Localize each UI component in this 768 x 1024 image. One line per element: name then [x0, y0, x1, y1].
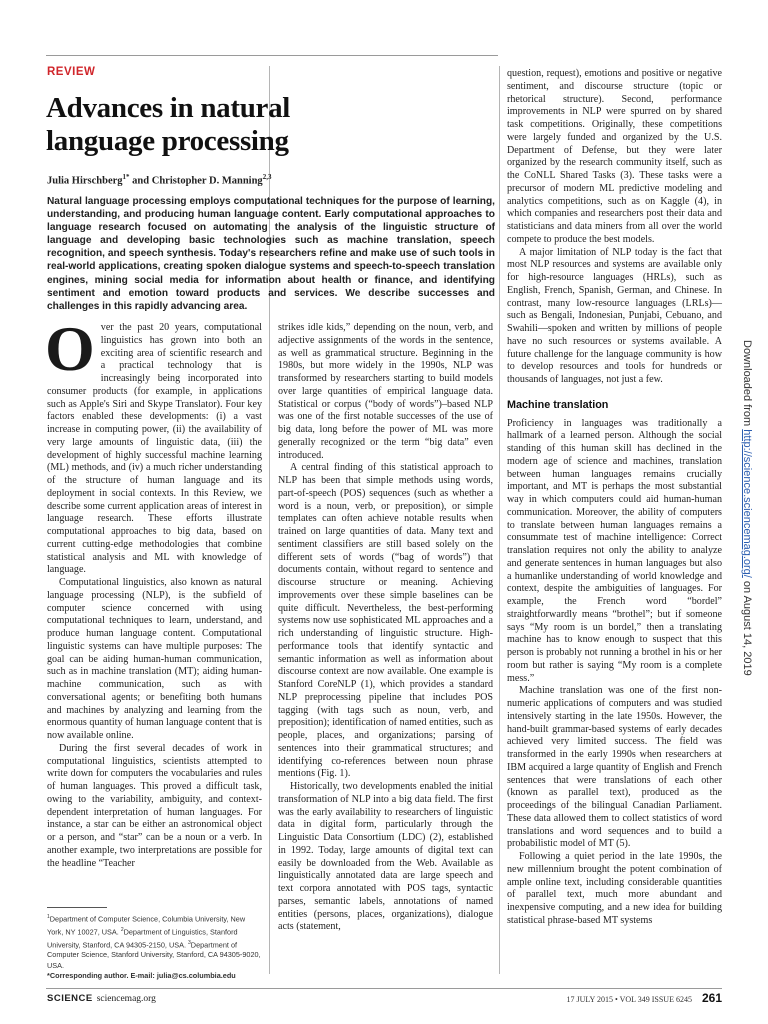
author-affiliation-marker: 2,3 [262, 173, 272, 181]
body-paragraph: Historically, two developments enabled the initial transformation of NLP into a big data field. The first was the early availability to researchers of linguistic data in digital form, particularly through the Linguistic Data Consortium (LDC) (2), established in 1992. Today, large amounts of digital text can easily be downloaded from the Web. Available as linguistically annotated data are large speech and text corpora annotated with POS tags, syntactic parses, semantic labels, annotations of named entities (persons, places, organizations), dialogue acts (statement, [278, 781, 493, 933]
download-notice-text [741, 340, 753, 676]
footnote-marker: 3 [188, 939, 191, 946]
page-number: 261 [701, 991, 722, 1005]
body-column-2 [278, 322, 493, 934]
body-paragraph: Proficiency in languages was traditionally a hallmark of a learned person. Although the social standing of this human skill has declined in the modern age of science and machines, translation between human languages remains crucially important, and MT is perhaps the most substantial way in which computers could aid human-human communication. Moreover, the ability of computers to translate between human languages remains a consummate test of machine intelligence: Correct translation requires not only the ability to analyze and generate sentences in human languages but also a humanlike understanding of world knowledge and context, despite the ambiguities of languages. For example, the French word “bordel” straightforwardly means “brothel”; but if someone says “My room is un bordel,” then a translating machine has to know enough to suspect that this person is probably not running a brothel in his or her room but rather is saying “My room is a complete mess.” [507, 417, 722, 684]
body-paragraph: Machine translation was one of the first non-numeric applications of computers and was studied intensively starting in the late 1950s. However, the hand-built grammar-based systems of early decades achieved very limited success. The field was transformed in the early 1990s when researchers at IBM acquired a large quantity of English and French sentences that were translations of each other (known as parallel text), produced as the proceedings of the bilingual Canadian Parliament. These data allowed them to collect statistics of word translations and word sequences and to build a probabilistic model of MT (5). [507, 685, 722, 850]
footnote-marker: 1 [47, 914, 50, 920]
author-conjunction: and [129, 175, 152, 187]
body-paragraph: question, request), emotions and positive or negative sentiment, and discourse structure (topic or rhetorical structure). Second, performance improvements in NLP were spurred on by shared task competitions. Originally, these competitions were largely funded and organized by the U.S. Department of Defense, but they were later organized by the research community itself, such as the CoNLL Shared Tasks (3). These tasks were a precursor of modern ML predictive modeling and analytics competitions, such as on Kaggle (4), in which companies and researchers post their data and statisticians and data miners from all over the world compete to produce the best models. [507, 68, 722, 245]
footnote-rule [47, 907, 107, 908]
article-title: Advances in natural language processing [46, 92, 291, 157]
body-column-1 [45, 313, 262, 870]
intro-paragraph [45, 313, 262, 577]
abstract: Natural language processing employs computational techniques for the purpose of learning, understanding, and producing human language content. Early computational approaches to language research focused on automating the analysis of the linguistic structure of language and developing basic technologies such as machine translation, speech recognition, and speech synthesis. Today's researchers refine and make use of such tools in real-world applications, creating spoken dialogue systems and speech-to-speech translation engines, mining social media for information about health or finance, and identifying sentiment and emotion toward products and services. We describe successes and challenges in this rapidly advancing area. [47, 196, 495, 312]
body-paragraph: During the first several decades of work in computational linguistics, scientists attempted to write down for computers the vocabularies and rules of human languages. This proved a difficult task, owing to the variability, ambiguity, and context-dependent interpretation of human languages. For instance, a star can be either an astronomical object or a person, and “star” can be a noun or a verb. In another example, two interpretations are possible for the headline “Teacher [47, 742, 262, 869]
download-notice [741, 340, 753, 680]
section-heading: Machine translation [507, 398, 609, 411]
affiliations-footnote [47, 912, 263, 982]
body-paragraph: A central finding of this statistical approach to NLP has been that simple methods using words, part-of-speech (POS) sequences (such as whether a word is a noun, verb, or preposition), or simple templates can often achieve notable results when trained on large quantities of data. Many text and sentiment classifiers are still based solely on the different sets of words (“bag of words”) that documents contain, without regard to sentence and discourse structure or meaning. Achieving improvements over these simple baselines can be quite difficult. Nevertheless, the best-performing systems now use sophisticated ML approaches and a rich understanding of linguistic structure. High-performance tools that identify syntactic and semantic information as well as information about discourse context are now available. One example is Stanford CoreNLP (1), which provides a standard NLP preprocessing pipeline that includes POS tagging (with tags such as noun, verb, and preposition); identification of named entities, such as people, places, and organizations; parsing of sentences into their grammatical structures; and identifying co-references between noun phrase mentions (Fig. 1). [278, 462, 493, 780]
affiliation-text: Department of Linguistics, Stanford University, Stanford, CA 94305-2150, USA. [47, 927, 238, 950]
affiliation-text: Department of Computer Science, Columbia University, New York, NY 10027, USA. [47, 914, 246, 937]
footnote-marker: 2 [120, 926, 124, 933]
column-separator [499, 66, 500, 974]
corresponding-author: *Corresponding author. E-mail: julia@cs.columbia.edu [47, 971, 236, 981]
body-paragraph: A major limitation of NLP today is the fact that most NLP resources and systems are available only for high-resource languages (HRLs), such as English, French, Spanish, German, and Chinese. In contrast, many low-resource languages (LRLs)—such as Bengali, Indonesian, Punjabi, Cebuano, and Swahili—spoken and written by millions of people have no such resources or systems available. A future challenge for the language community is how to develop resources and tools for hundreds or thousands of languages, not just a few. [507, 246, 722, 385]
journal-name: SCIENCE [47, 993, 93, 1004]
paragraph-text: ver the past 20 years, computational linguistics has grown into both an exciting area of scientific research and a practical technology that is increasingly being incorporated into consumer products (for example, in applications such as Apple's Siri and Skype Translator). Four key factors enabled these developments: (i) a vast increase in computing power, (ii) the availability of very large amounts of linguistic data, (iii) the development of highly successful machine learning (ML) methods, and (iv) a much richer understanding of the structure of human language and its deployment in social contexts. In this Review, we describe some current application areas of interest in language research. These efforts illustrate computational approaches to big data, based on current cutting-edge methodologies that combine statistical analysis and ML with knowledge of language. [47, 322, 262, 576]
issue-date: 17 JULY 2015 • VOL 349 ISSUE 6245 [566, 995, 692, 1004]
journal-website: sciencemag.org [96, 994, 156, 1004]
drop-cap: O [45, 313, 95, 384]
body-column-3 [507, 68, 722, 928]
download-notice-date: on August 14, 2019 [741, 577, 753, 676]
journal-footer [47, 993, 156, 1004]
author-name: Christopher D. Manning [151, 175, 263, 187]
body-paragraph: strikes idle kids,” depending on the noun, verb, and adjective assignments of the words in the sentence, as well as grammatical structure. Beginning in the 1980s, but more widely in the 1990s, NLP was transformed by researchers starting to build models over large quantities of empirical language data. Statistical or corpus (“body of words”)–based NLP was one of the first notable successes of the use of big data, long before the power of ML was more generally recognized or the term “big data” even introduced. [278, 322, 493, 461]
footer-rule [46, 988, 722, 989]
body-paragraph: Following a quiet period in the late 1990s, the new millennium brought the potent combination of ample online text, including considerable quantities of parallel text, much more abundant and inexpensive computing, and a new idea for building statistical phrase-based MT systems [507, 851, 722, 926]
body-paragraph: Computational linguistics, also known as natural language processing (NLP), is the subfield of computer science concerned with using computational techniques to learn, understand, and produce human language content. Computational linguistic systems can have multiple purposes: The goal can be aiding human-human communication, such as in machine translation (MT); aiding human-machine communication, such as with conversational agents; or benefiting both humans and machines by analyzing and learning from the enormous quantity of human language content that is now available online. [47, 577, 262, 741]
download-notice-prefix: Downloaded from [741, 340, 753, 430]
section-label: REVIEW [47, 66, 96, 78]
author-name: Julia Hirschberg [47, 175, 123, 187]
author-affiliation-marker: 1* [122, 173, 130, 181]
download-source-link[interactable]: http://science.sciencemag.org/ [741, 429, 753, 578]
author-line [47, 173, 271, 187]
issue-info [566, 991, 722, 1005]
affiliation-text: Department of Computer Science, Stanford University, Stanford, CA 94305-9020, USA. [47, 940, 261, 970]
top-rule [46, 55, 498, 56]
